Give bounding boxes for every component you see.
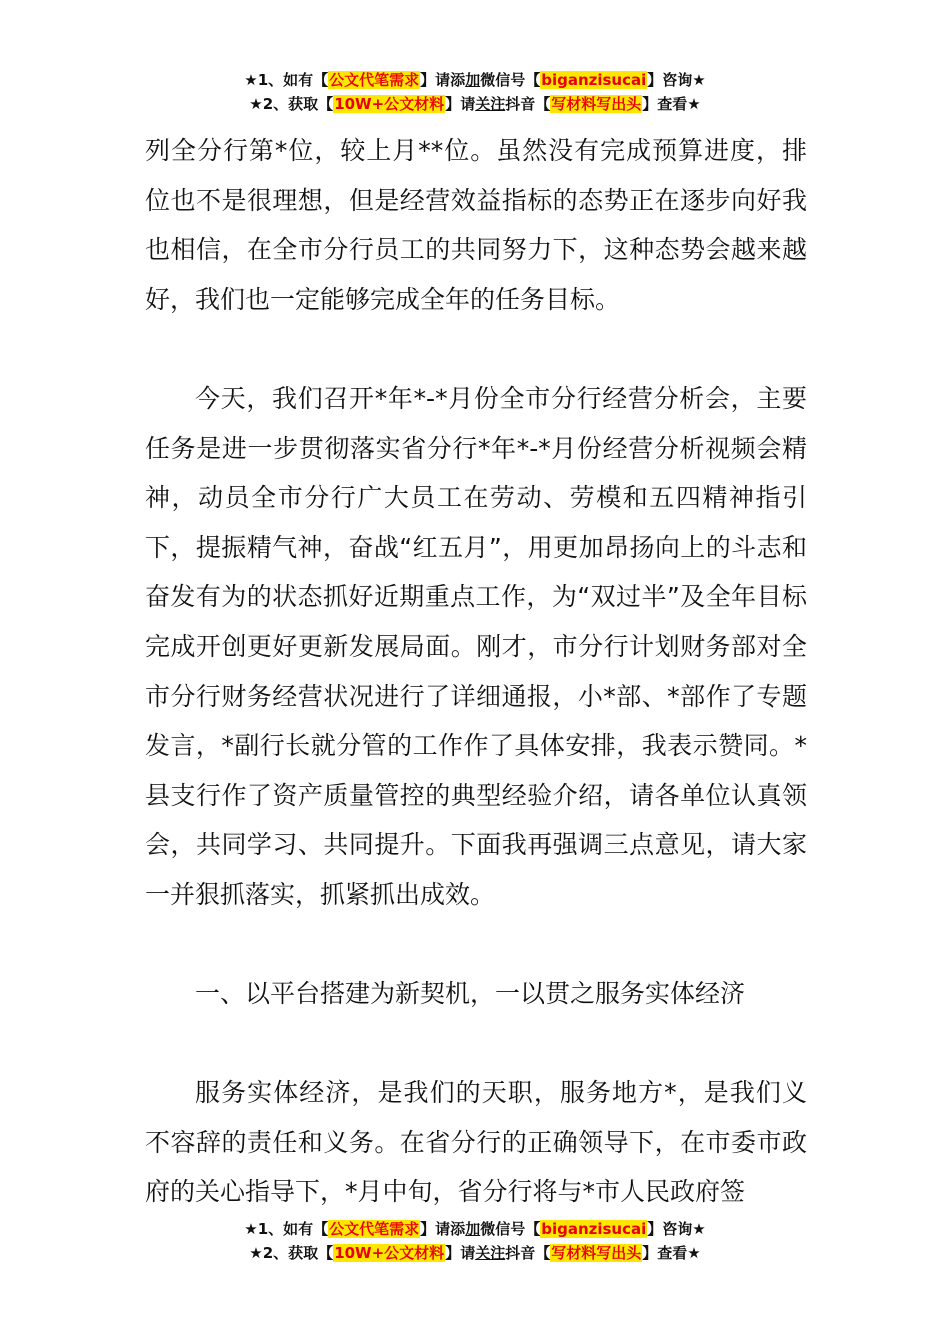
paragraph-gap	[145, 324, 807, 374]
banner-underline-text: 加	[465, 71, 481, 89]
banner-highlight: 10W+公文材料	[334, 1244, 445, 1262]
paragraph: 列全分行第*位，较上月**位。虽然没有完成预算进度，排位也不是很理想，但是经营效益指标的态势正在逐步向好我也相信，在全市分行员工的共同努力下，这种态势会越来越好，我们也一定能够完成全年的任务目标。	[145, 136, 807, 314]
banner-underline-text: 关注	[475, 95, 506, 113]
banner-text: 】请	[445, 95, 476, 113]
banner-text: 】查看★	[642, 1244, 701, 1262]
banner-highlight: 公文代笔需求	[329, 71, 420, 89]
paragraph: 今天，我们召开*年*-*月份全市分行经营分析会，主要任务是进一步贯彻落实省分行*年*-*月份经营分析视频会精神，动员全市分行广大员工在劳动、劳模和五四精神指引下，提振精气神，奋战“红五月”，用更加昂扬向上的斗志和奋发有为的状态抓好近期重点工作，为“双过半”及全年目标完成开创更好更新发展局面。刚才，市分行计划财务部对全市分行财务经营状况进行了详细通报，小*部、*部作了专题发言，*副行长就分管的工作作了具体安排，我表示赞同。*县支行作了资产质量管控的典型经验介绍，请各单位认真领会，共同学习、共同提升。下面我再强调三点意见，请大家一并狠抓落实，抓紧抓出成效。	[145, 383, 807, 909]
banner-text: 微信号【	[480, 71, 541, 89]
banner-text: 微信号【	[480, 1220, 541, 1238]
banner-highlight: biganzisucai	[541, 71, 647, 89]
banner-highlight: 写材料写出头	[551, 1244, 642, 1262]
banner-highlight: 10W+公文材料	[334, 95, 445, 113]
document-body	[145, 126, 807, 1217]
paragraph-gap	[145, 920, 807, 970]
banner-underline-text: 加	[465, 1220, 481, 1238]
banner-text: 】咨询★	[647, 1220, 706, 1238]
banner-text: 】请	[445, 1244, 476, 1262]
banner-text: ★2、获取【	[249, 95, 334, 113]
banner-text: ★2、获取【	[249, 1244, 334, 1262]
paragraph-gap	[145, 1019, 807, 1069]
section-heading: 一、以平台搭建为新契机，一以贯之服务实体经济	[195, 979, 746, 1009]
paragraph: 服务实体经济，是我们的天职，服务地方*，是我们义不容辞的责任和义务。在省分行的正确领导下，在市委市政府的关心指导下，*月中旬，省分行将与*市人民政府签	[145, 1078, 807, 1207]
banner-text: 】请添	[420, 1220, 466, 1238]
banner-highlight: 公文代笔需求	[329, 1220, 420, 1238]
banner-text: 】查看★	[642, 95, 701, 113]
banner-text: 】咨询★	[647, 71, 706, 89]
banner-text: 】请添	[420, 71, 466, 89]
banner-line-1	[0, 68, 950, 92]
footer-banner	[0, 1217, 950, 1265]
banner-text: 抖音【	[505, 95, 551, 113]
banner-text: ★1、如有【	[244, 71, 329, 89]
header-banner	[0, 68, 950, 116]
banner-text: ★1、如有【	[244, 1220, 329, 1238]
banner-line-2	[0, 1241, 950, 1265]
banner-highlight: biganzisucai	[541, 1220, 647, 1238]
banner-highlight: 写材料写出头	[551, 95, 642, 113]
banner-line-2	[0, 92, 950, 116]
banner-text: 抖音【	[505, 1244, 551, 1262]
banner-underline-text: 关注	[475, 1244, 506, 1262]
banner-line-1	[0, 1217, 950, 1241]
